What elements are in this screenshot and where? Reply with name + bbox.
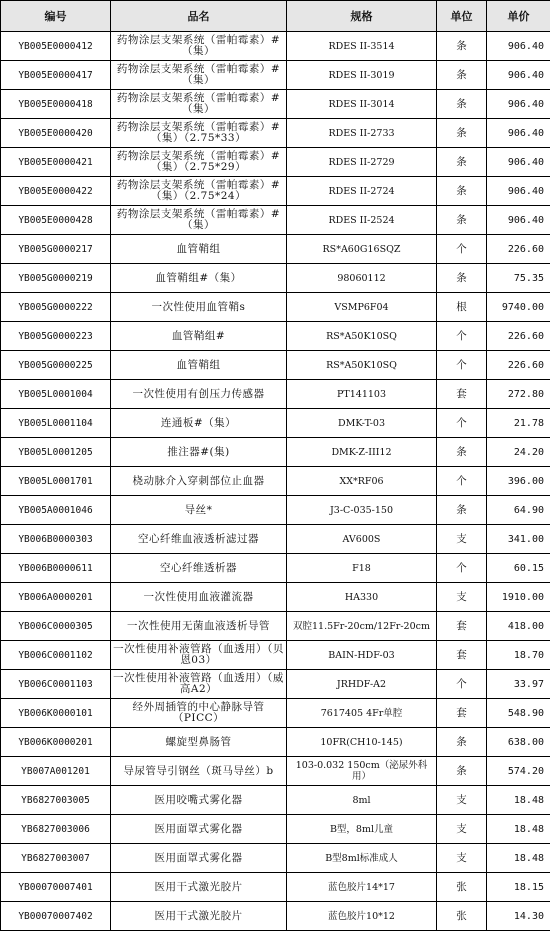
cell-spec: 103-0.032 150cm（泌尿外科用） [287,757,437,786]
cell-name: 空心纤维透析器 [111,554,287,583]
cell-code: YB005E0000417 [1,61,111,90]
cell-unit: 支 [437,786,487,815]
cell-price: 33.97 [487,670,550,699]
table-row [1,525,550,554]
cell-unit: 支 [437,815,487,844]
cell-price: 9740.00 [487,293,550,322]
cell-spec: HA330 [287,583,437,612]
cell-code: YB006C0001102 [1,641,111,670]
cell-code: YB6827003006 [1,815,111,844]
cell-name: 血管鞘组# [111,322,287,351]
cell-price: 18.48 [487,844,550,873]
cell-price: 906.40 [487,177,550,206]
cell-spec: AV600S [287,525,437,554]
cell-unit: 条 [437,177,487,206]
cell-unit: 条 [437,438,487,467]
cell-unit: 根 [437,293,487,322]
table-row [1,496,550,525]
table-row [1,438,550,467]
table-row [1,641,550,670]
cell-name: 一次性使用无菌血液透析导管 [111,612,287,641]
cell-code: YB005A0001046 [1,496,111,525]
cell-spec: 双腔11.5Fr-20cm/12Fr-20cm [287,612,437,641]
table-row [1,293,550,322]
cell-code: YB006A0000201 [1,583,111,612]
cell-price: 906.40 [487,61,550,90]
cell-code: YB005E0000420 [1,119,111,148]
cell-spec: 10FR(CH10-145) [287,728,437,757]
cell-price: 18.70 [487,641,550,670]
table-row [1,61,550,90]
table-row [1,612,550,641]
cell-name: 一次性使用血液灌流器 [111,583,287,612]
table-row [1,844,550,873]
cell-spec: F18 [287,554,437,583]
cell-name: 一次性使用血管鞘s [111,293,287,322]
table-row [1,351,550,380]
cell-spec: J3-C-035-150 [287,496,437,525]
cell-spec: 蓝色胶片10*12 [287,902,437,931]
cell-unit: 条 [437,32,487,61]
cell-spec: 8ml [287,786,437,815]
cell-code: YB005G0000219 [1,264,111,293]
cell-unit: 个 [437,322,487,351]
cell-price: 548.90 [487,699,550,728]
cell-code: YB006C0001103 [1,670,111,699]
table-row [1,409,550,438]
cell-spec: 蓝色胶片14*17 [287,873,437,902]
cell-name: 一次性使用补液管路（血透用）（贝恩03） [111,641,287,670]
cell-unit: 条 [437,496,487,525]
cell-unit: 套 [437,699,487,728]
cell-name: 药物涂层支架系统（雷帕霉素）#（集） [111,32,287,61]
cell-name: 导尿管导引钢丝（斑马导丝）b [111,757,287,786]
table-row [1,235,550,264]
cell-name: 导丝* [111,496,287,525]
cell-code: YB005L0001701 [1,467,111,496]
cell-code: YB006K0000201 [1,728,111,757]
cell-code: YB005E0000418 [1,90,111,119]
table-row [1,699,550,728]
table-row [1,902,550,931]
cell-price: 906.40 [487,90,550,119]
cell-price: 18.15 [487,873,550,902]
cell-name: 一次性使用补液管路（血透用）（威高A2） [111,670,287,699]
table-row [1,873,550,902]
cell-name: 医用干式激光胶片 [111,873,287,902]
table-row [1,177,550,206]
cell-code: YB005G0000223 [1,322,111,351]
cell-spec: DMK-Z-III12 [287,438,437,467]
cell-code: YB007A001201 [1,757,111,786]
cell-price: 14.30 [487,902,550,931]
table-body [1,32,550,931]
cell-spec: B型8ml标准成人 [287,844,437,873]
cell-code: YB005E0000422 [1,177,111,206]
cell-name: 医用面罩式雾化器 [111,844,287,873]
cell-name: 药物涂层支架系统（雷帕霉素）#（集）（2.75*33） [111,119,287,148]
cell-price: 574.20 [487,757,550,786]
cell-name: 药物涂层支架系统（雷帕霉素）#（集） [111,90,287,119]
cell-name: 螺旋型鼻肠管 [111,728,287,757]
cell-code: YB006K0000101 [1,699,111,728]
header-unit: 单位 [437,1,487,32]
table-row [1,467,550,496]
cell-code: YB005G0000222 [1,293,111,322]
cell-price: 418.00 [487,612,550,641]
header-row [1,1,550,32]
cell-spec: RDES II-2524 [287,206,437,235]
cell-price: 341.00 [487,525,550,554]
cell-code: YB005L0001004 [1,380,111,409]
cell-spec: XX*RF06 [287,467,437,496]
cell-price: 64.90 [487,496,550,525]
cell-price: 272.80 [487,380,550,409]
table-row [1,322,550,351]
cell-unit: 个 [437,670,487,699]
cell-price: 60.15 [487,554,550,583]
cell-name: 医用面罩式雾化器 [111,815,287,844]
cell-spec: DMK-T-03 [287,409,437,438]
cell-name: 推注器#(集) [111,438,287,467]
cell-price: 906.40 [487,119,550,148]
cell-price: 906.40 [487,148,550,177]
table-row [1,728,550,757]
cell-spec: RS*A50K10SQ [287,351,437,380]
cell-name: 一次性使用有创压力传感器 [111,380,287,409]
cell-price: 18.48 [487,786,550,815]
table-row [1,264,550,293]
cell-code: YB006B0000303 [1,525,111,554]
cell-name: 医用干式激光胶片 [111,902,287,931]
header-name: 品名 [111,1,287,32]
cell-name: 血管鞘组#（集） [111,264,287,293]
header-spec: 规格 [287,1,437,32]
table-row [1,670,550,699]
cell-unit: 套 [437,380,487,409]
cell-unit: 条 [437,206,487,235]
cell-code: YB00070007401 [1,873,111,902]
cell-price: 906.40 [487,206,550,235]
cell-unit: 支 [437,525,487,554]
cell-price: 75.35 [487,264,550,293]
cell-name: 桡动脉介入穿刺部位止血器 [111,467,287,496]
cell-name: 连通板#（集） [111,409,287,438]
table-row [1,119,550,148]
cell-code: YB005G0000225 [1,351,111,380]
cell-unit: 套 [437,641,487,670]
cell-spec: PT141103 [287,380,437,409]
cell-price: 638.00 [487,728,550,757]
cell-name: 药物涂层支架系统（雷帕霉素）#（集）（2.75*29） [111,148,287,177]
cell-unit: 条 [437,728,487,757]
cell-spec: RS*A60G16SQZ [287,235,437,264]
cell-code: YB00070007402 [1,902,111,931]
cell-code: YB005E0000428 [1,206,111,235]
table-row [1,32,550,61]
cell-unit: 条 [437,90,487,119]
cell-spec: JRHDF-A2 [287,670,437,699]
table-row [1,90,550,119]
cell-price: 396.00 [487,467,550,496]
header-code: 编号 [1,1,111,32]
cell-spec: 98060112 [287,264,437,293]
cell-unit: 个 [437,235,487,264]
cell-name: 空心纤维血液透析滤过器 [111,525,287,554]
cell-code: YB005E0000412 [1,32,111,61]
table-row [1,757,550,786]
table-row [1,815,550,844]
cell-price: 226.60 [487,322,550,351]
cell-unit: 条 [437,264,487,293]
cell-spec: B型，8ml儿童 [287,815,437,844]
cell-code: YB005E0000421 [1,148,111,177]
cell-name: 血管鞘组 [111,235,287,264]
cell-name: 医用咬嘴式雾化器 [111,786,287,815]
cell-name: 药物涂层支架系统（雷帕霉素）#（集） [111,61,287,90]
cell-spec: RDES II-2724 [287,177,437,206]
cell-unit: 张 [437,873,487,902]
cell-unit: 张 [437,902,487,931]
cell-unit: 个 [437,351,487,380]
cell-unit: 套 [437,612,487,641]
table-row [1,554,550,583]
cell-unit: 条 [437,148,487,177]
table-row [1,380,550,409]
cell-spec: RS*A50K10SQ [287,322,437,351]
cell-price: 1910.00 [487,583,550,612]
cell-spec: BAIN-HDF-03 [287,641,437,670]
cell-unit: 个 [437,467,487,496]
header-price: 单价 [487,1,550,32]
cell-code: YB006B0000611 [1,554,111,583]
cell-spec: RDES II-3014 [287,90,437,119]
cell-spec: RDES II-2729 [287,148,437,177]
cell-unit: 个 [437,554,487,583]
table-row [1,206,550,235]
cell-unit: 条 [437,61,487,90]
cell-price: 226.60 [487,351,550,380]
cell-name: 药物涂层支架系统（雷帕霉素）#（集）（2.75*24） [111,177,287,206]
cell-code: YB6827003007 [1,844,111,873]
cell-code: YB005G0000217 [1,235,111,264]
cell-unit: 条 [437,757,487,786]
table-row [1,148,550,177]
cell-spec: RDES II-3514 [287,32,437,61]
table-row [1,786,550,815]
cell-code: YB6827003005 [1,786,111,815]
cell-name: 血管鞘组 [111,351,287,380]
cell-name: 经外周插管的中心静脉导管（PICC） [111,699,287,728]
cell-unit: 支 [437,583,487,612]
cell-unit: 个 [437,409,487,438]
cell-spec: RDES II-2733 [287,119,437,148]
cell-spec: RDES II-3019 [287,61,437,90]
cell-spec: VSMP6F04 [287,293,437,322]
cell-code: YB006C0000305 [1,612,111,641]
cell-price: 18.48 [487,815,550,844]
cell-code: YB005L0001104 [1,409,111,438]
cell-price: 906.40 [487,32,550,61]
table-row [1,583,550,612]
cell-spec: 7617405 4Fr单腔 [287,699,437,728]
cell-code: YB005L0001205 [1,438,111,467]
cell-unit: 支 [437,844,487,873]
cell-price: 21.78 [487,409,550,438]
cell-unit: 条 [437,119,487,148]
cell-name: 药物涂层支架系统（雷帕霉素）#（集） [111,206,287,235]
cell-price: 226.60 [487,235,550,264]
cell-price: 24.20 [487,438,550,467]
